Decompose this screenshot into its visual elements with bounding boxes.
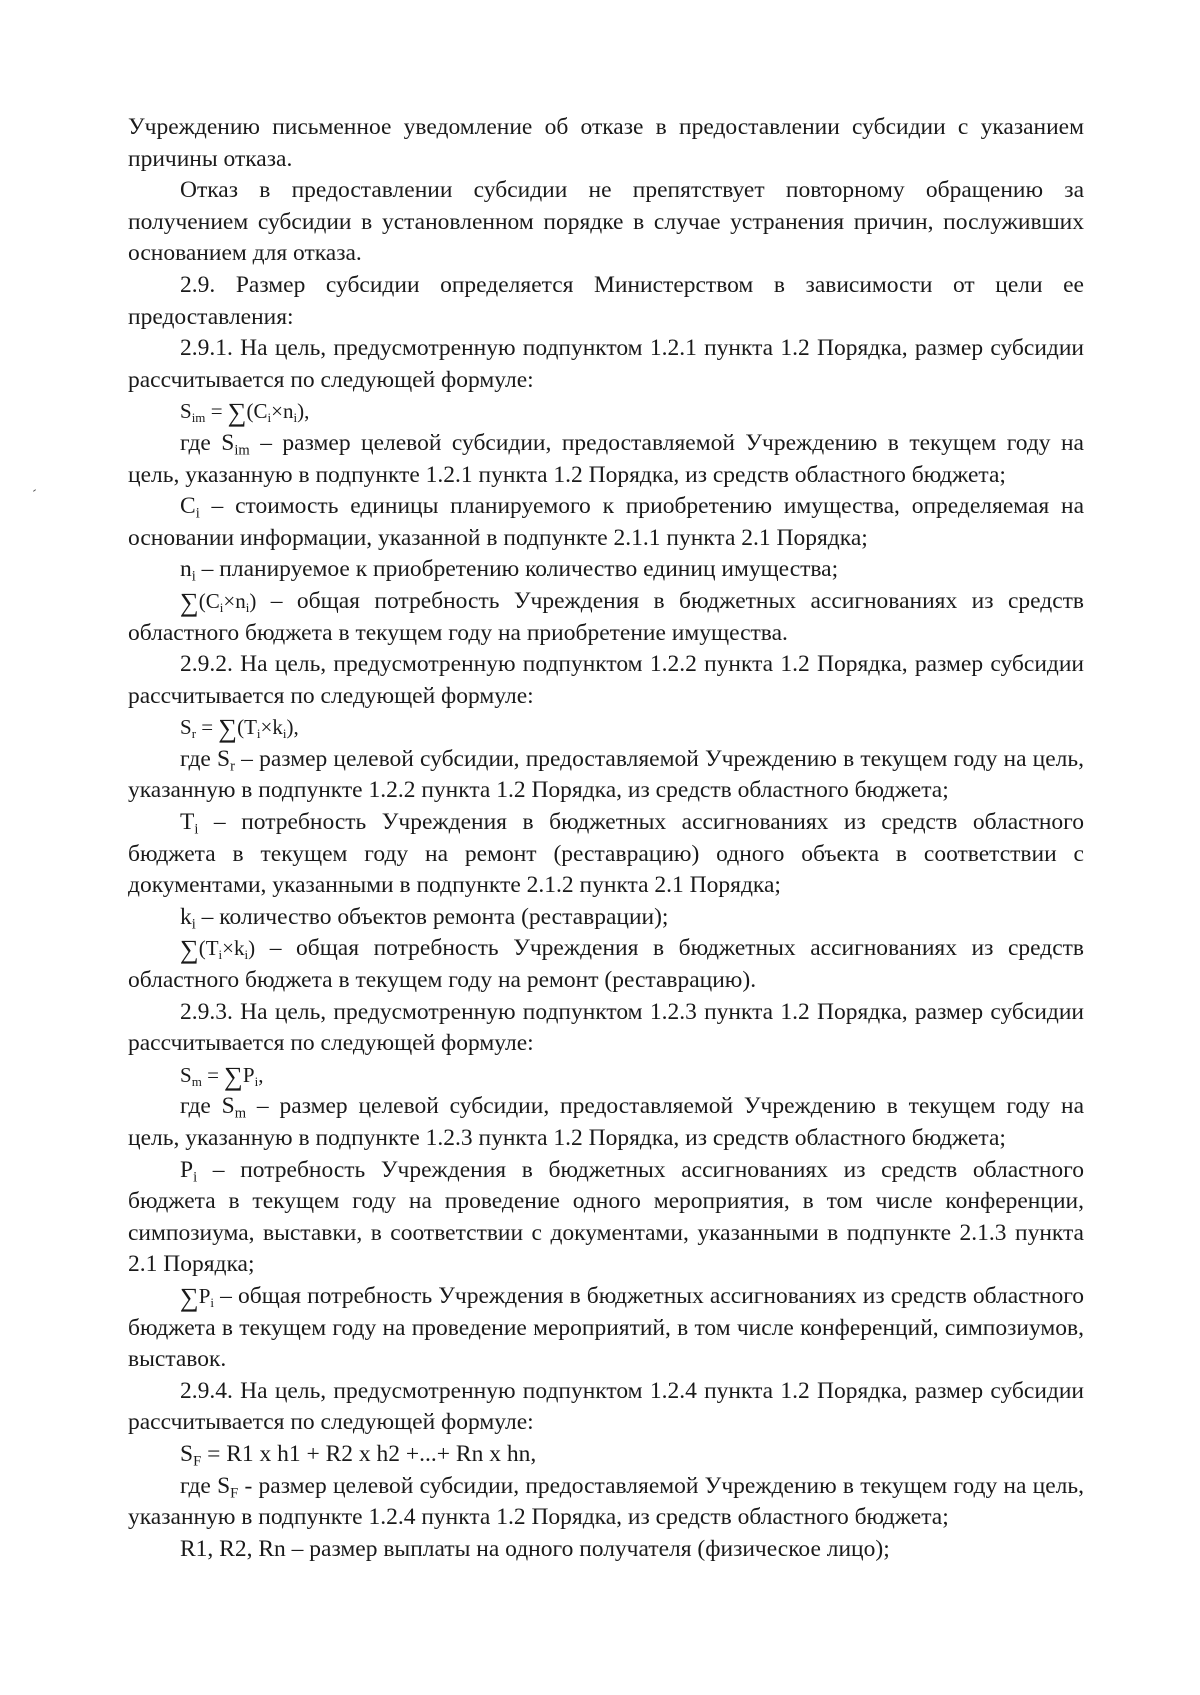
definition-s-m: где $S_m$ – размер целевой субсидии, предоставляемой Учреждению в текущем году на цель, указанную в подпункте 1.2.3 пункта 1.2 Порядка, из средств областного бюджета;: [128, 1093, 1084, 1151]
definition-sum-c-n: $\sum(C_i\times n_i)$ – общая потребность Учреждения в бюджетных ассигнованиях из средств областного бюджета в текущем году на приобретение имущества.: [128, 587, 1084, 646]
paragraph-2-9-1: 2.9.1. На цель, предусмотренную подпунктом 1.2.1 пункта 1.2 Порядка, размер субсидии рассчитывается по следующей формуле:: [128, 335, 1084, 393]
paragraph-2-9: 2.9. Размер субсидии определяется Министерством в зависимости от цели ее предоставления:: [128, 271, 1084, 330]
formula-2-9-3: $S_m = \sum P_i$,: [180, 1061, 264, 1091]
sigma-sign: ∑: [224, 1061, 243, 1091]
scan-mark: [33, 489, 36, 492]
definition-n-i: $n_i$ – планируемое к приобретению количество единиц имущества;: [180, 556, 839, 585]
definition-s-im: где $S_{im}$ – размер целевой субсидии, предоставляемой Учреждению в текущем году на цель, указанную в подпункте 1.2.1 пункта 1.2 Порядка, из средств областного бюджета;: [128, 429, 1084, 488]
definition-sum-t-k: $\sum(T_i\times k_i)$ – общая потребность Учреждения в бюджетных ассигнованиях из средств областного бюджета в текущем году на ремонт (реставрацию).: [128, 935, 1084, 994]
definition-s-r: где $S_r$ – размер целевой субсидии, предоставляемой Учреждению в текущем году на цель, указанную в подпункте 1.2.2 пункта 1.2 Порядка, из средств областного бюджета;: [128, 745, 1084, 804]
definition-s-f: где $S_F$ - размер целевой субсидии, предоставляемой Учреждению в текущем году на цель, указанную в подпункте 1.2.4 пункта 1.2 Порядка, из средств областного бюджета;: [128, 1472, 1084, 1531]
document-body: [128, 112, 1084, 1565]
paragraph-refusal-notice: Учреждению письменное уведомление об отказе в предоставлении субсидии с указанием причины отказа.: [128, 114, 1084, 172]
paragraph-2-9-2: 2.9.2. На цель, предусмотренную подпунктом 1.2.2 пункта 1.2 Порядка, размер субсидии рассчитывается по следующей формуле:: [128, 651, 1084, 709]
paragraph-2-9-3: 2.9.3. На цель, предусмотренную подпунктом 1.2.3 пункта 1.2 Порядка, размер субсидии рассчитывается по следующей формуле:: [128, 998, 1084, 1057]
sigma-sign: ∑: [218, 714, 238, 744]
formula-2-9-2: $S_r = \sum(T_i\times k_i)$,: [180, 714, 299, 744]
formula-2-9-4: $S_F = R1$ x h1 + R2 x h2 +...+ Rn x hn,: [180, 1440, 537, 1470]
definition-c-i: $C_i$ – стоимость единицы планируемого к приобретению имущества, определяемая на основании информации, указанной в подпункте 2.1.1 пункта 2.1 Порядка;: [128, 493, 1084, 551]
definition-t-i: $T_i$ – потребность Учреждения в бюджетных ассигнованиях из средств областного бюджета в текущем году на ремонт (реставрацию) одного объекта в соответствии с документами, указанными в подпункте 2.1.2 пункта 2.1 Порядка;: [128, 809, 1084, 899]
definition-k-i: $k_i$ – количество объектов ремонта (реставрации);: [180, 903, 669, 933]
formula-2-9-1: $S_{im} = \sum(C_i\times n_i)$,: [180, 398, 310, 428]
paragraph-2-9-4: 2.9.4. На цель, предусмотренную подпунктом 1.2.4 пункта 1.2 Порядка, размер субсидии рассчитывается по следующей формуле:: [128, 1377, 1084, 1436]
paragraph-refusal-reapply: Отказ в предоставлении субсидии не препятствует повторному обращению за получением субсидии в установленном порядке в случае устранения причин, послуживших основанием для отказа.: [128, 177, 1084, 267]
sigma-sign: ∑: [227, 398, 247, 428]
definition-p-i: $P_i$ – потребность Учреждения в бюджетных ассигнованиях из средств областного бюджета в текущем году на проведение одного мероприятия, в том числе конференции, симпозиума, выставки, в соответствии с документами, указанными в подпункте 2.1.3 пункта 2.1 Порядка;: [128, 1156, 1084, 1278]
definition-r: R1, R2, Rn – размер выплаты на одного получателя (физическое лицо);: [180, 1535, 890, 1562]
definition-sum-p: $\sum P_i$ – общая потребность Учреждения в бюджетных ассигнованиях из средств областного бюджета в текущем году на проведение мероприятий, в том числе конференций, симпозиумов, выставок.: [128, 1282, 1084, 1373]
